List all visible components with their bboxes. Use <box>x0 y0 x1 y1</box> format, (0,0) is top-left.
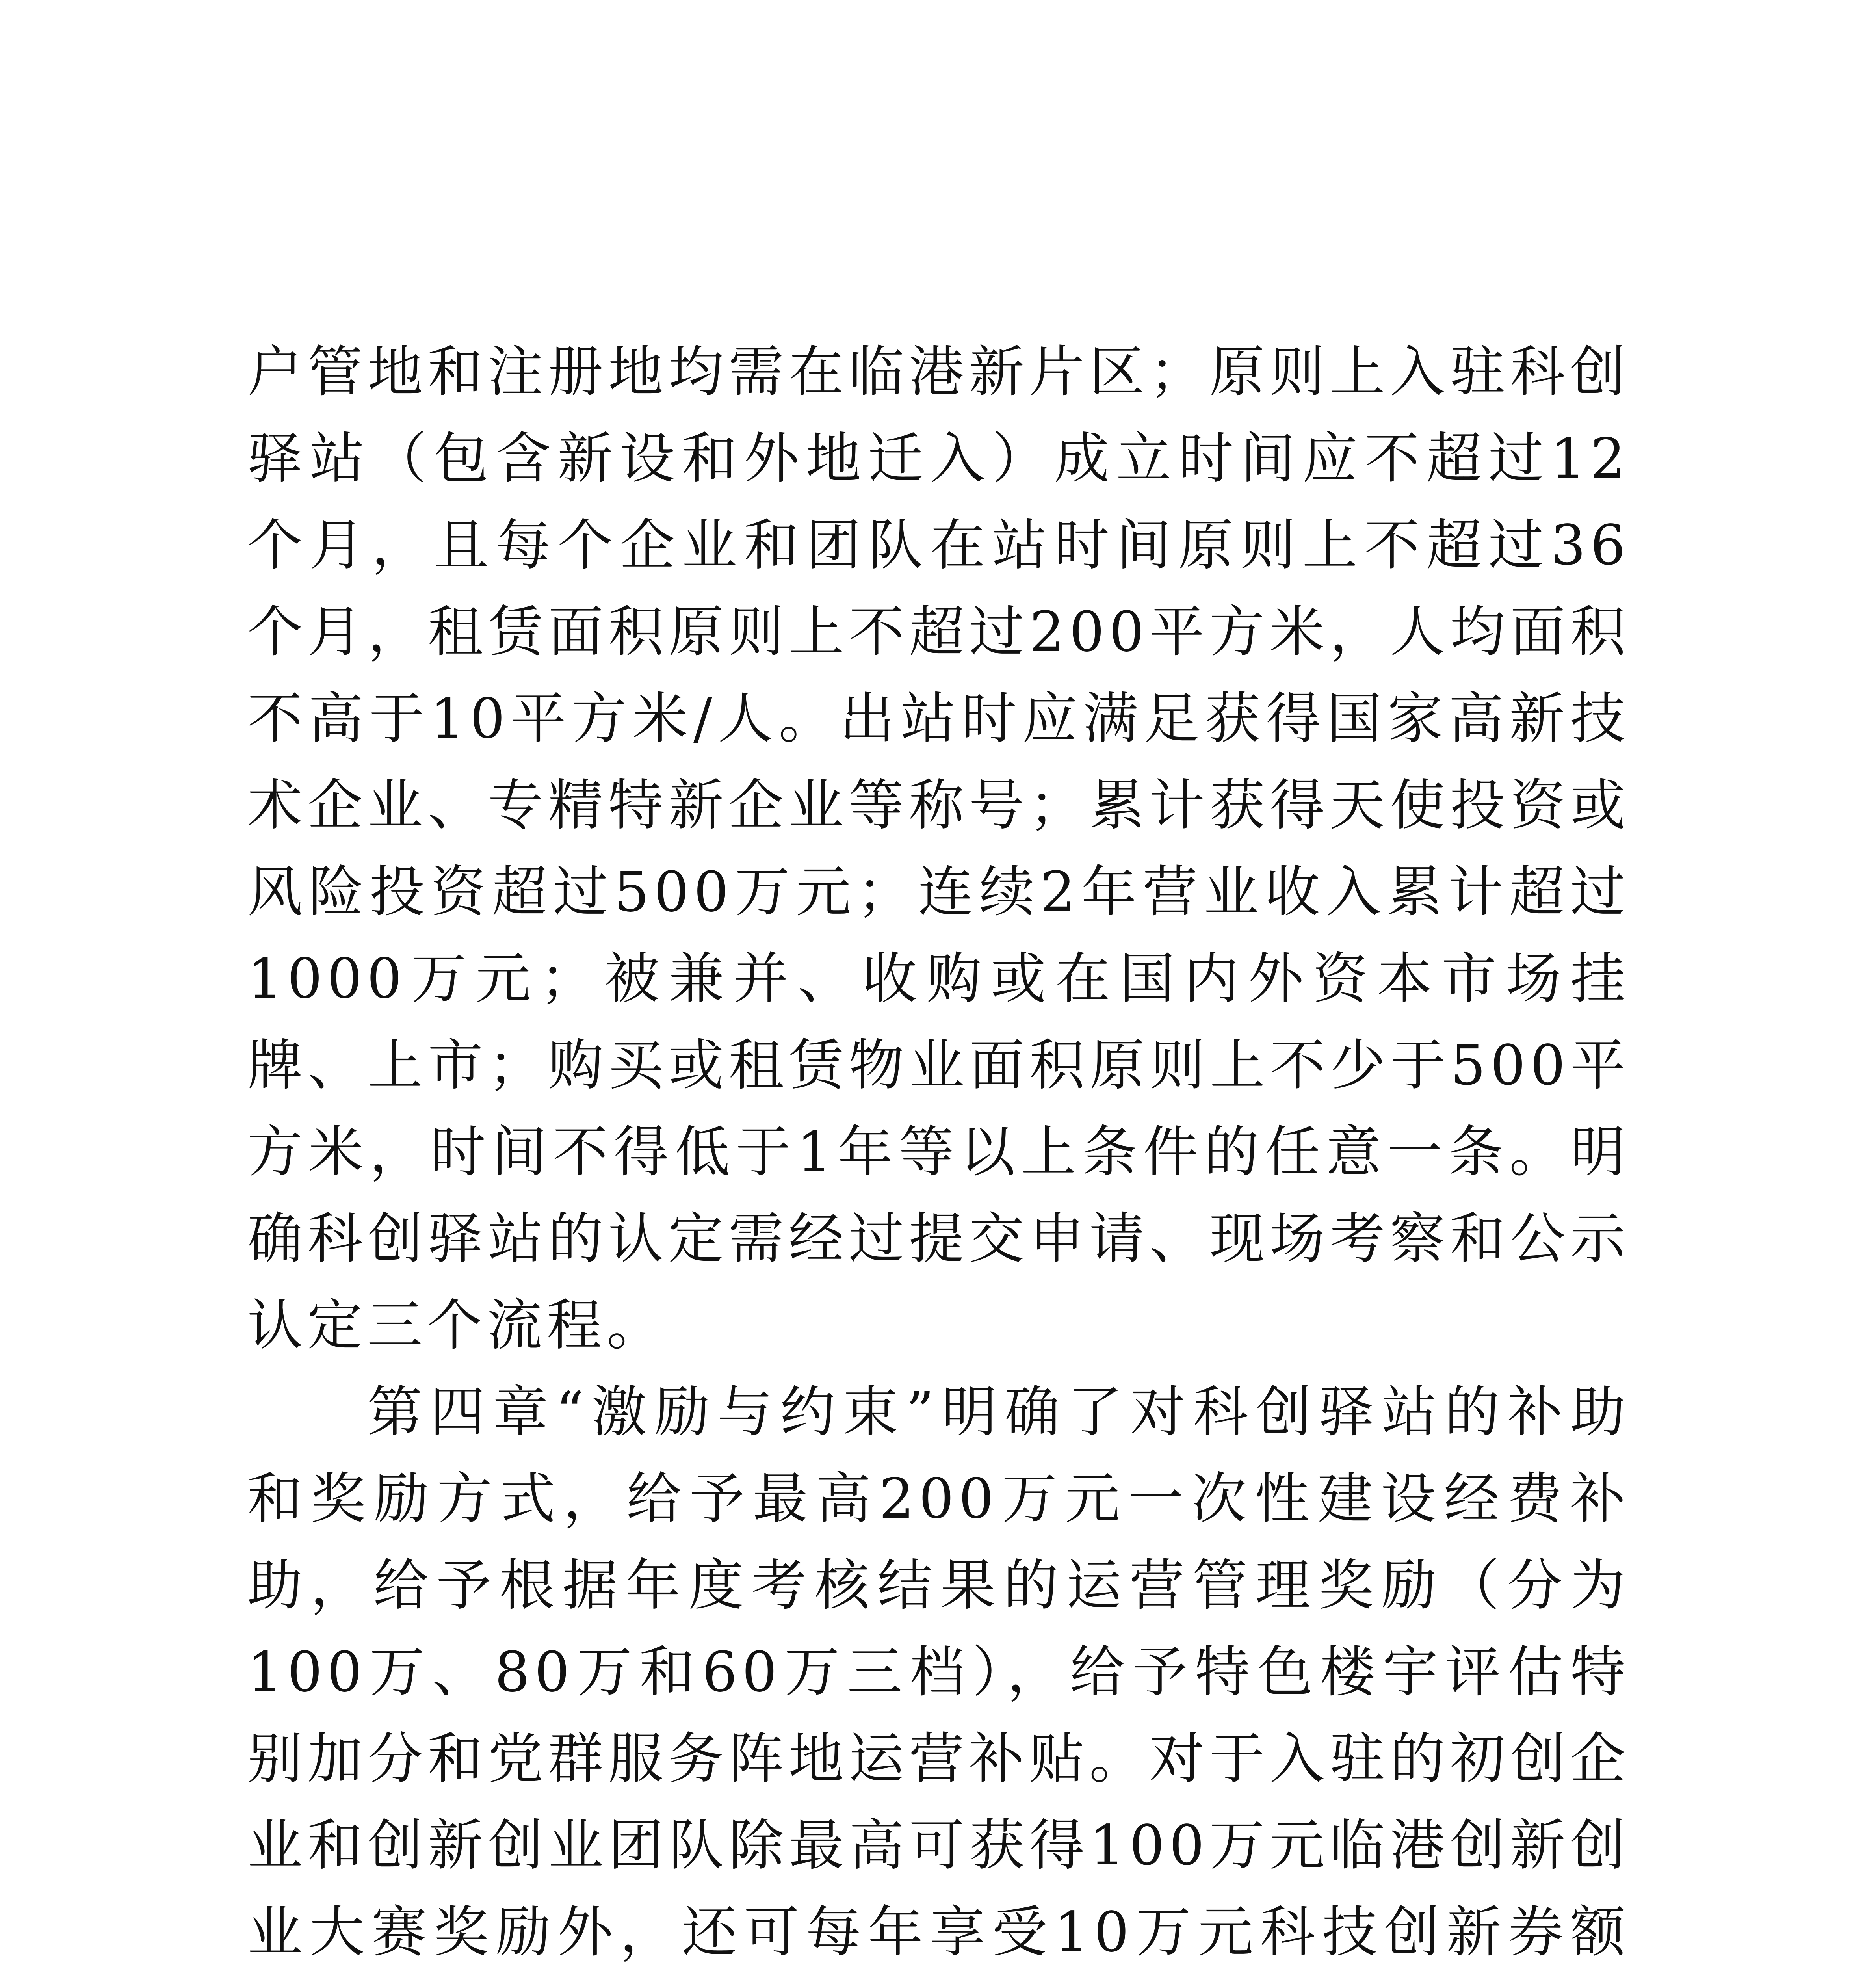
document-body <box>247 329 1630 1970</box>
paragraph-chapter-four: 第四章“激励与约束”明确了对科创驿站的补助和奖励方式，给予最高200万元一次性建设经费补助，给予根据年度考核结果的运营管理奖励（分为100万、80万和60万三档），给予特色楼宇评估特别加分和党群服务阵地运营补贴。对于入驻的初创企业和创新创业团队除最高可获得100万元临港创新创业大赛奖励外，还可每年享受10万元科技创新券额 <box>247 1380 1630 1964</box>
paragraph-entry-requirements: 户管地和注册地均需在临港新片区；原则上入驻科创驿站（包含新设和外地迁入）成立时间应不超过12个月，且每个企业和团队在站时间原则上不超过36个月，租赁面积原则上不超过200平方米，人均面积不高于10平方米/人。出站时应满足获得国家高新技术企业、专精特新企业等称号；累计获得天使投资或风险投资超过500万元；连续2年营业收入累计超过1000万元；被兼并、收购或在国内外资本市场挂牌、上市；购买或租赁物业面积原则上不少于500平方米，时间不得低于1年等以上条件的任意一条。明确科创驿站的认定需经过提交申请、现场考察和公示认定三个流程。 <box>247 340 1630 1358</box>
